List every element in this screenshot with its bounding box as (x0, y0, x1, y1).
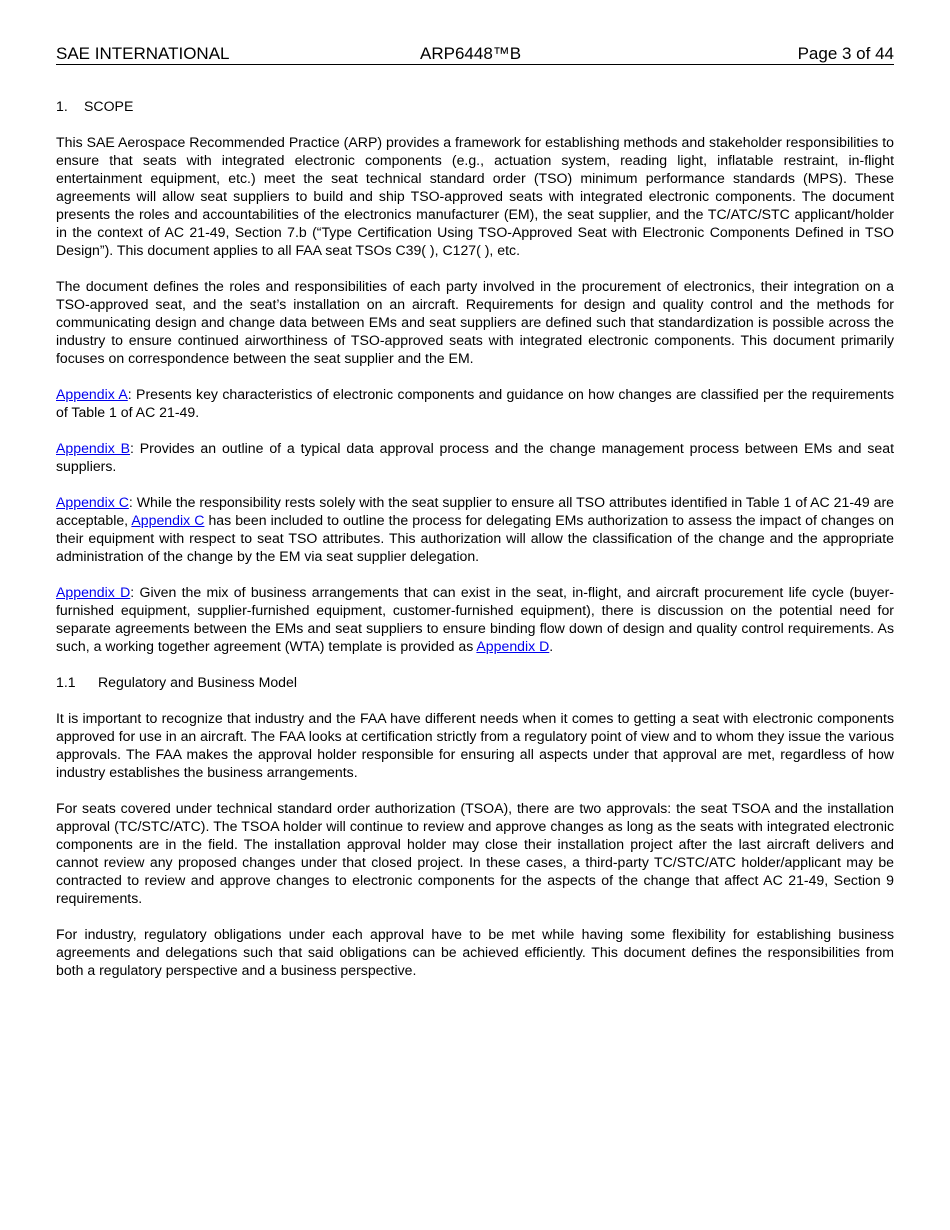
appendix-b-link[interactable]: Appendix B (56, 440, 131, 456)
appendix-a-link[interactable]: Appendix A (56, 386, 128, 402)
regulatory-paragraph-2: For seats covered under technical standard order authorization (TSOA), there are two approvals: the seat TSOA and the installation approval (TC/STC/ATC). The TSOA holder will continue to review and approve changes as long as the seats with integrated electronic components are in the field. The installation approval holder may close their installation project after the last aircraft delivers and cannot review any proposed changes under that closed project. In these cases, a third-party TC/STC/ATC holder/applicant may be contracted to review and approve changes to electronic components for the aspects of the change that affect AC 21-49, Section 9 requirements. (56, 800, 894, 906)
appendix-b-text: : Provides an outline of a typical data approval process and the change management process between EMs and seat suppliers. (56, 440, 894, 474)
section-number: 1. (56, 98, 68, 114)
document-body (56, 97, 894, 997)
appendix-d-text-2: . (549, 638, 554, 654)
appendix-c-paragraph (56, 493, 894, 565)
section-heading-regulatory (56, 673, 894, 691)
appendix-c-text-2: has been included to outline the process for delegating EMs authorization to assess the impact of changes on their equipment with respect to seat TSO attributes. This authorization will allow the classification of the change and the appropriate administration of the change by the EM via seat supplier delegation. (56, 512, 894, 564)
subsection-title: Regulatory and Business Model (98, 674, 297, 690)
appendix-c-inline-link[interactable]: Appendix C (131, 512, 205, 528)
scope-paragraph-1: This SAE Aerospace Recommended Practice (ARP) provides a framework for establishing methods and stakeholder responsibilities to ensure that seats with integrated electronic components (e.g., actuation system, reading light, inflatable restraint, in-flight entertainment equipment, etc.) meet the seat technical standard order (TSO) minimum performance standards (MPS). These agreements will allow seat suppliers to build and ship TSO-approved seats with integrated electronic components. The document presents the roles and accountabilities of the electronics manufacturer (EM), the seat supplier, and the TC/ATC/STC applicant/holder in the context of AC 21-49, Section 7.b (“Type Certification Using TSO-Approved Seat with Electronic Components Defined in TSO Design”). This document applies to all FAA seat TSOs C39( ), C127( ), etc. (56, 134, 894, 258)
subsection-number: 1.1 (56, 674, 76, 690)
regulatory-paragraph-1: It is important to recognize that industry and the FAA have different needs when it comes to getting a seat with electronic components approved for use in an aircraft. The FAA looks at certification strictly from a regulatory point of view and to whom they issue the various approvals. The FAA makes the approval holder responsible for ensuring all aspects under that approval are met, regardless of how industry establishes the business arrangements. (56, 710, 894, 780)
header-organization: SAE INTERNATIONAL (56, 44, 230, 63)
appendix-d-text-1: : Given the mix of business arrangements that can exist in the seat, in-flight, and aircraft procurement life cycle (buyer-furnished equipment, supplier-furnished equipment, customer-furnished equipment), there is discussion on the potential need for separate agreements between the EMs and seat suppliers to ensure binding flow down of design and quality control requirements. As such, a working together agreement (WTA) template is provided as (56, 584, 894, 654)
appendix-a-text: : Presents key characteristics of electronic components and guidance on how changes are classified per the requirements of Table 1 of AC 21-49. (56, 386, 895, 420)
header-page-number: Page 3 of 44 (797, 44, 894, 63)
appendix-d-link[interactable]: Appendix D (56, 584, 131, 600)
appendix-c-link[interactable]: Appendix C (56, 494, 129, 510)
appendix-a-paragraph (56, 385, 894, 421)
appendix-d-paragraph (56, 583, 894, 655)
appendix-c-text-1: : While the responsibility rests solely with the seat supplier to ensure all TSO attributes identified in Table 1 of AC 21-49 are acceptable, (56, 494, 894, 528)
regulatory-paragraph-3: For industry, regulatory obligations under each approval have to be met while having some flexibility for establishing business agreements and delegations such that said obligations can be achieved efficiently. This document defines the responsibilities from both a regulatory perspective and a business perspective. (56, 926, 894, 978)
section-title: SCOPE (84, 98, 134, 114)
page-header (56, 44, 894, 65)
appendix-b-paragraph (56, 439, 894, 475)
scope-paragraph-2: The document defines the roles and responsibilities of each party involved in the procurement of electronics, their integration on a TSO-approved seat, and the seat’s installation on an aircraft. Requirements for design and quality control and the methods for communicating design and change data between EMs and seat suppliers are defined such that standardization is possible across the industry to ensure continued airworthiness of TSO-approved seats with integrated electronic components. This document primarily focuses on correspondence between the seat supplier and the EM. (56, 278, 894, 366)
header-document-id: ARP6448™B (420, 44, 522, 63)
section-heading-scope (56, 97, 894, 115)
appendix-d-inline-link[interactable]: Appendix D (476, 638, 550, 654)
